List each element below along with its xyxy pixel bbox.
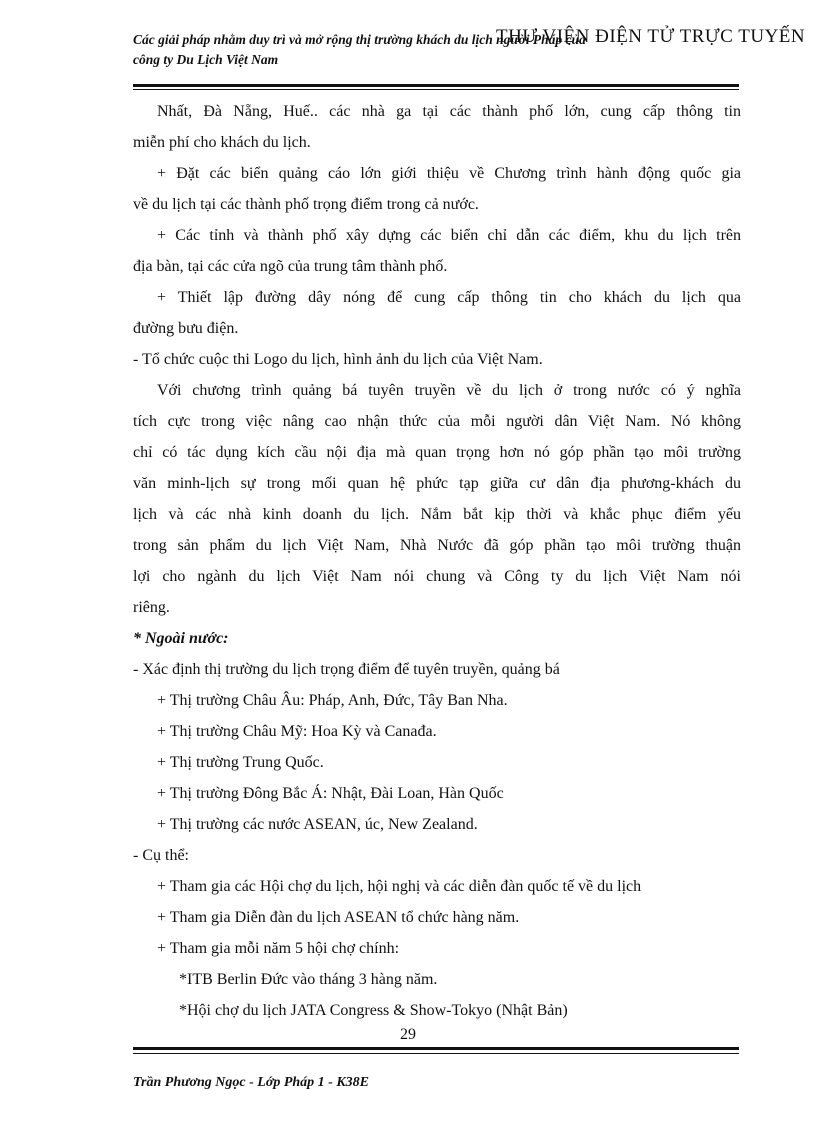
footer-rule-thick (133, 1047, 739, 1050)
text-line: + Các tỉnh và thành phố xây dựng các biển chỉ dẫn các điểm, khu du lịch trên (157, 227, 741, 244)
list-item: + Tham gia mỗi năm 5 hội chợ chính: (157, 940, 400, 957)
list-item: + Thị trường Châu Âu: Pháp, Anh, Đức, Tây Ban Nha. (157, 692, 508, 709)
text-line: văn minh-lịch sự trong mối quan hệ phức tạp giữa cư dân địa phương-khách du (133, 475, 741, 492)
text-line: miễn phí cho khách du lịch. (133, 134, 311, 151)
page-footer: Trần Phương Ngọc - Lớp Pháp 1 - K38E (133, 1075, 370, 1090)
text-line: lịch và các nhà kinh doanh du lịch. Nắm bắt kịp thời và khắc phục điểm yếu (133, 506, 741, 523)
list-item: + Tham gia Diễn đàn du lịch ASEAN tổ chức hàng năm. (157, 909, 520, 926)
header-title-line1: Các giải pháp nhằm duy trì và mở rộng thị trường khách du lịch người Pháp của (133, 32, 586, 47)
section-heading: * Ngoài nước: (133, 630, 229, 647)
text-line: - Cụ thể: (133, 847, 189, 864)
text-line: trong sản phẩm du lịch Việt Nam, Nhà Nước đã góp phần tạo môi trường thuận (133, 537, 741, 554)
text-line: - Xác định thị trường du lịch trọng điểm để tuyên truyền, quảng bá (133, 661, 560, 678)
body-text (133, 96, 741, 1026)
text-line: + Đặt các biển quảng cáo lớn giới thiệu về Chương trình hành động quốc gia (157, 165, 741, 182)
text-line: chỉ có tác dụng kích cầu nội địa mà quan trọng hơn nó góp phần tạo môi trường (133, 444, 741, 461)
watermark-text: THƯ VIỆN ĐIỆN TỬ TRỰC TUYẾN (496, 26, 806, 47)
list-item: + Thị trường Đông Bắc Á: Nhật, Đài Loan, Hàn Quốc (157, 785, 504, 802)
list-item: + Thị trường Trung Quốc. (157, 754, 324, 771)
list-item: *Hội chợ du lịch JATA Congress & Show-Tokyo (Nhật Bản) (179, 1002, 568, 1019)
header-rule-thick (133, 84, 739, 87)
list-item: + Tham gia các Hội chợ du lịch, hội nghị và các diễn đàn quốc tế về du lịch (157, 878, 642, 895)
list-item: + Thị trường các nước ASEAN, úc, New Zealand. (157, 816, 478, 833)
text-line: riêng. (133, 599, 170, 616)
list-item: *ITB Berlin Đức vào tháng 3 hàng năm. (179, 971, 438, 988)
text-line: - Tổ chức cuộc thi Logo du lịch, hình ảnh du lịch của Việt Nam. (133, 351, 543, 368)
text-line: lợi cho ngành du lịch Việt Nam nói chung và Công ty du lịch Việt Nam nói (133, 568, 741, 585)
text-line: tích cực trong việc nâng cao nhận thức của mỗi người dân Việt Nam. Nó không (133, 413, 741, 430)
text-line: về du lịch tại các thành phố trọng điểm trong cả nước. (133, 196, 479, 213)
footer-rule-thin (133, 1053, 739, 1054)
text-line: Với chương trình quảng bá tuyên truyền về du lịch ở trong nước có ý nghĩa (157, 382, 741, 399)
list-item: + Thị trường Châu Mỹ: Hoa Kỳ và Canađa. (157, 723, 437, 740)
text-line: + Thiết lập đường dây nóng để cung cấp thông tin cho khách du lịch qua (157, 289, 741, 306)
header-title-line2: công ty Du Lịch Việt Nam (133, 52, 279, 67)
text-line: Nhất, Đà Nẵng, Huế.. các nhà ga tại các thành phố lớn, cung cấp thông tin (157, 103, 741, 120)
text-line: đường bưu điện. (133, 320, 239, 337)
text-line: địa bàn, tại các cửa ngõ của trung tâm thành phố. (133, 258, 448, 275)
header-rule-thin (133, 89, 739, 90)
page-number: 29 (400, 1026, 416, 1043)
